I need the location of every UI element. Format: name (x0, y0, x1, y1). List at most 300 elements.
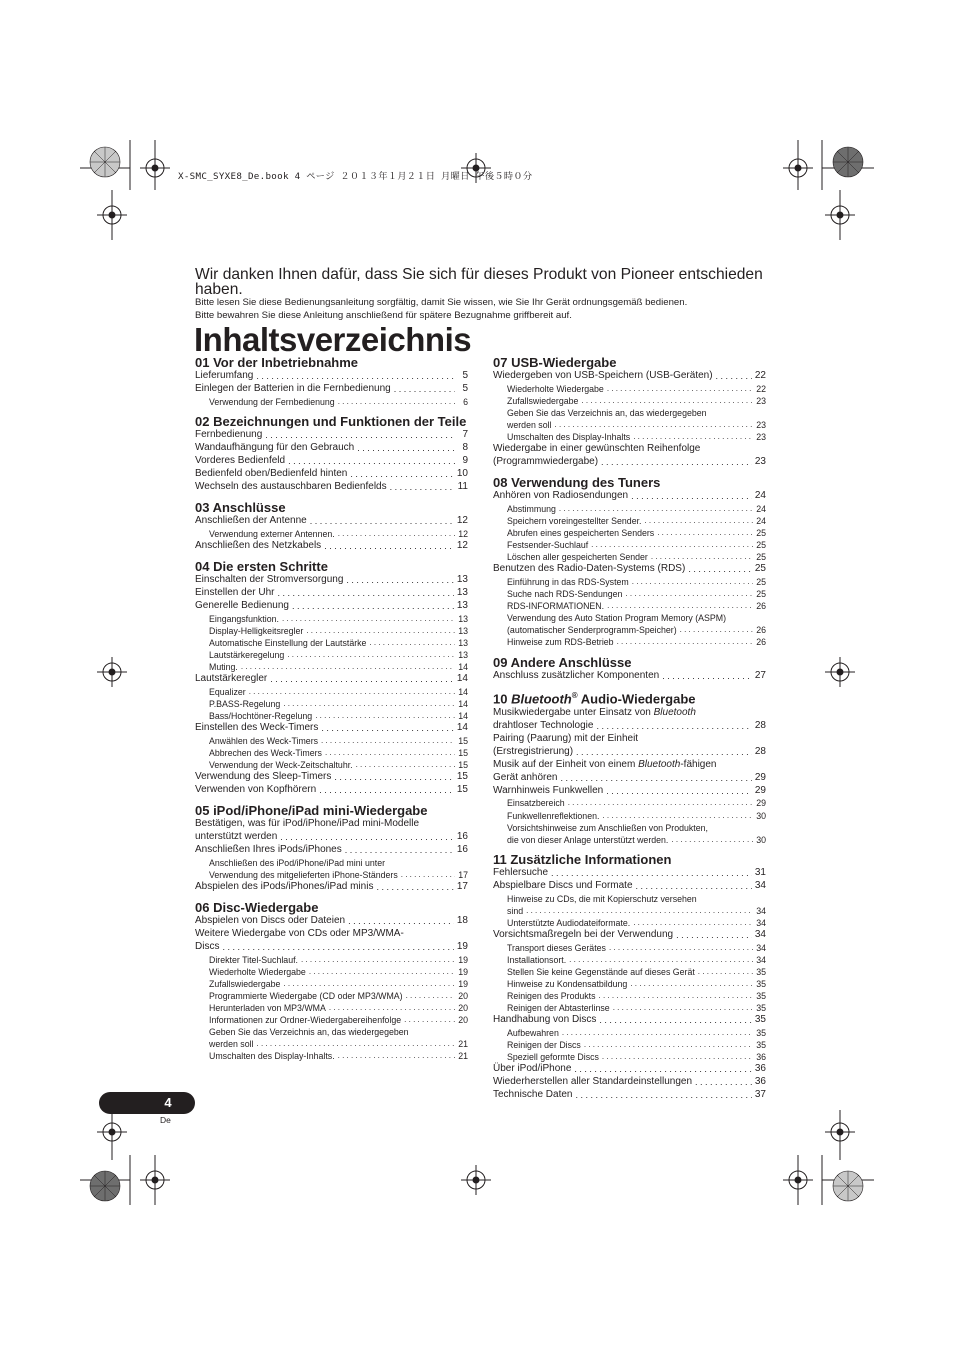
entry-page: 28 (754, 745, 766, 757)
entry-title: Abrufen eines gespeicherten Senders (507, 528, 655, 539)
entry-page: 5 (462, 382, 468, 394)
dot-leader (633, 431, 753, 443)
toc-subentry (493, 636, 766, 648)
toc-section-heading: 11 Zusätzliche Informationen (493, 851, 672, 867)
dot-leader (657, 527, 753, 539)
entry-page: 34 (756, 954, 766, 965)
entry-page: 26 (756, 601, 766, 612)
entry-page: 29 (754, 784, 766, 796)
toc-subentry (493, 600, 766, 612)
entry-title: Lautstärkeregler (195, 672, 268, 684)
dot-leader (591, 539, 753, 551)
toc-entry (493, 772, 766, 785)
toc-entry-text: Weitere Wiedergabe von CDs oder MP3/WMA- (195, 927, 404, 939)
toc-section-heading: 04 Die ersten Schritte (195, 558, 328, 574)
dot-leader (315, 710, 455, 722)
toc-entry (195, 915, 468, 928)
entry-title: Speichern voreingestellter Sender. (507, 516, 642, 527)
entry-title: Verwendung des mitgelieferten iPhone-Ständers (209, 869, 398, 880)
entry-page: 11 (457, 480, 468, 492)
entry-title: Funkwellenreflektionen. (507, 810, 600, 821)
dot-leader (321, 735, 455, 747)
dot-leader (348, 915, 454, 928)
dot-leader (662, 670, 752, 683)
entry-page: 22 (756, 383, 766, 394)
toc-entry (195, 429, 468, 442)
toc-entry (195, 455, 468, 468)
entry-title: Einstellen der Uhr (195, 586, 275, 598)
dot-leader (633, 917, 753, 929)
entry-title: Anschließen des Netzkabels (195, 539, 322, 551)
entry-title: Muting. (209, 661, 238, 672)
entry-page: 34 (756, 942, 766, 953)
entry-page: 20 (458, 1014, 468, 1025)
entry-title: Zufallswiedergabe (507, 396, 579, 406)
entry-page: 35 (756, 1039, 766, 1050)
toc-subentry (493, 1039, 766, 1051)
toc-subentry (195, 625, 468, 637)
entry-title: Installationsort. (507, 954, 567, 965)
toc-entry-text: Bestätigen, was für iPod/iPhone/iPad mini-Modelle (195, 817, 420, 829)
entry-page: 35 (754, 1013, 766, 1025)
toc-subentry (493, 1027, 766, 1039)
entry-title: Über iPod/iPhone (493, 1063, 572, 1075)
toc-entry-text: Geben Sie das Verzeichnis an, das wiedergegeben (507, 408, 707, 419)
entry-page: 5 (462, 370, 468, 381)
entry-title: Reinigen der Abtasterlinse (507, 1002, 610, 1013)
dot-leader (345, 844, 454, 857)
entry-text: Musikwiedergabe unter Einsatz von (493, 706, 654, 718)
toc-entry (195, 370, 468, 383)
entry-title: Bedienfeld oben/Bedienfeld hinten (195, 467, 348, 479)
dot-leader (280, 831, 454, 844)
entry-page: 15 (456, 783, 468, 795)
toc-subentry (493, 797, 766, 809)
entry-title: Warnhinweis Funkwellen (493, 784, 604, 796)
toc-entry (195, 784, 468, 797)
entry-title: Handhabung von Discs (493, 1013, 597, 1025)
entry-title: Fernbedienung (195, 428, 263, 440)
entry-title: Einsatzbereich (507, 798, 565, 809)
entry-title: Anschluss zusätzlicher Komponenten (493, 669, 660, 681)
dot-leader (636, 880, 752, 893)
dot-leader (404, 1014, 455, 1026)
entry-title: Anwählen des Weck-Timers (209, 735, 319, 746)
toc-entry (195, 881, 468, 894)
toc-subentry (195, 747, 468, 759)
entry-page: 30 (756, 834, 766, 845)
dot-leader (651, 551, 753, 563)
entry-page: 36 (756, 1051, 766, 1062)
dot-leader (625, 588, 753, 600)
entry-title: Verwendung der Weck-Zeitschaltuhr. (209, 759, 353, 770)
registered-mark: ® (571, 691, 578, 701)
entry-page: 24 (756, 504, 766, 515)
page-number: 4 (164, 1095, 172, 1110)
entry-title: Aufbewahren (507, 1027, 559, 1038)
entry-title: Reinigen des Produkts (507, 990, 596, 1001)
entry-title: RDS-INFORMATIONEN. (507, 601, 605, 612)
dot-leader (306, 625, 455, 637)
dot-leader (257, 1038, 456, 1050)
entry-title: Hinweise zu Kondensatbildung (507, 978, 628, 989)
entry-page: 14 (458, 698, 468, 709)
entry-page: 7 (462, 428, 468, 440)
entry-title: Abspielen des iPods/iPhones/iPad minis (195, 880, 374, 892)
dot-leader (265, 429, 455, 442)
entry-title: Festsender-Suchlauf (507, 540, 589, 551)
toc-subentry (493, 917, 766, 929)
entry-page: 27 (754, 669, 766, 681)
dot-leader (277, 587, 453, 600)
dot-leader (356, 759, 455, 771)
toc-entry (195, 442, 468, 455)
dot-leader (369, 637, 455, 649)
entry-page: 12 (456, 514, 468, 526)
toc-entry (493, 563, 766, 576)
entry-page: 25 (756, 540, 766, 551)
entry-page: 13 (458, 625, 468, 636)
entry-title: Anschließen Ihres iPods/iPhones (195, 843, 342, 855)
toc-section-heading: 02 Bezeichnungen und Funktionen der Teile (195, 413, 467, 429)
dot-leader (390, 481, 455, 494)
entry-title: Discs (195, 940, 220, 952)
toc-subentry (493, 383, 766, 395)
toc-subentry (493, 810, 766, 822)
dot-leader (632, 576, 753, 588)
entry-page: 21 (458, 1038, 468, 1049)
entry-title: werden soll (507, 420, 552, 431)
dot-leader (321, 722, 454, 735)
dot-leader (329, 1002, 455, 1014)
toc-subentry (493, 834, 766, 846)
page-tab (99, 1092, 195, 1114)
toc-subentry (195, 990, 468, 1002)
entry-title: (Erstregistrierung) (493, 745, 574, 757)
page-language: De (160, 1115, 171, 1125)
entry-page: 23 (756, 432, 766, 443)
entry-title: Display-Helligkeitsregler (209, 625, 304, 636)
toc-subentry (493, 527, 766, 539)
entry-title: die von dieser Anlage unterstützt werden. (507, 834, 669, 845)
entry-page: 36 (754, 1063, 766, 1075)
dot-leader (599, 1014, 751, 1027)
entry-title: Herunterladen von MP3/WMA (209, 1002, 326, 1013)
dot-leader (283, 698, 455, 710)
entry-title: Speziell geformte Discs (507, 1051, 599, 1062)
dot-leader (698, 966, 753, 978)
entry-page: 26 (756, 625, 766, 636)
dot-leader (559, 503, 753, 515)
toc-subentry (195, 954, 468, 966)
toc-entry-text: Anschließen des iPod/iPhone/iPad mini unter (209, 857, 386, 868)
dot-leader (292, 600, 454, 613)
entry-title: Wechseln des austauschbaren Bedienfelds (195, 480, 387, 492)
entry-title: Einführung in das RDS-System (507, 577, 629, 588)
entry-page: 23 (754, 456, 766, 468)
toc-entry-text: Hinweise zu CDs, die mit Kopierschutz versehen (507, 893, 697, 904)
bluetooth-brand: Bluetooth (653, 706, 696, 718)
toc-entry (493, 490, 766, 503)
toc-subentry (195, 759, 468, 771)
entry-title: Stellen Sie keine Gegenstände auf dieses Gerät (507, 966, 695, 977)
dot-leader (319, 784, 454, 797)
toc-entry (195, 481, 468, 494)
dot-leader (270, 673, 454, 686)
toc-entry-text: Pairing (Paarung) mit der Einheit (493, 732, 639, 744)
dot-leader (568, 797, 753, 809)
toc-entry (493, 1089, 766, 1102)
toc-entry (195, 844, 468, 857)
entry-page: 37 (754, 1088, 766, 1100)
toc-entry (493, 1014, 766, 1027)
entry-page: 15 (458, 759, 468, 770)
entry-title: Zufallswiedergabe (209, 978, 281, 989)
dot-leader (574, 1063, 751, 1076)
entry-page: 15 (456, 770, 468, 782)
toc-right-column (493, 355, 766, 1102)
entry-page: 13 (456, 586, 468, 598)
entry-page: 15 (458, 735, 468, 746)
toc-entry (195, 574, 468, 587)
toc-entry (195, 468, 468, 481)
entry-title: Wandaufhängung für den Gebrauch (195, 441, 355, 453)
dot-leader (350, 468, 454, 481)
entry-page: 35 (756, 1027, 766, 1038)
dot-leader (406, 990, 455, 1002)
entry-page: 16 (456, 830, 468, 842)
entry-page: 19 (456, 940, 468, 952)
toc-subentry (195, 396, 468, 408)
toc-entry (493, 670, 766, 683)
dot-leader (671, 834, 753, 846)
dot-leader (282, 613, 455, 625)
dot-leader (602, 1051, 753, 1063)
entry-title: Equalizer (209, 686, 246, 697)
entry-page: 13 (458, 649, 468, 660)
dot-leader (338, 1050, 455, 1062)
entry-title: Abstimmung (507, 504, 556, 515)
entry-page: 25 (754, 563, 766, 575)
toc-section-heading: 07 USB-Wiedergabe (493, 355, 617, 370)
toc-entry (195, 831, 468, 844)
page-title: Inhaltsverzeichnis (194, 321, 472, 358)
entry-page: 19 (458, 966, 468, 977)
toc-section-heading: 03 Anschlüsse (195, 499, 286, 515)
toc-subentry (195, 661, 468, 673)
dot-leader (562, 1027, 753, 1039)
dot-leader (338, 396, 455, 408)
toc-subentry (493, 588, 766, 600)
toc-subentry (195, 1014, 468, 1026)
entry-page: 29 (756, 798, 766, 809)
toc-subentry (195, 1038, 468, 1050)
toc-subentry (195, 1002, 468, 1014)
entry-page: 19 (458, 954, 468, 965)
dot-leader (287, 649, 455, 661)
entry-title: Transport dieses Gerätes (507, 942, 606, 953)
entry-title: Direkter Titel-Suchlauf. (209, 954, 298, 965)
toc-subentry (195, 978, 468, 990)
toc-subentry (195, 1050, 468, 1062)
entry-title: Verwendung externer Antennen. (209, 528, 335, 539)
entry-page: 6 (463, 396, 468, 407)
entry-title: Hinweise zum RDS-Betrieb (507, 637, 614, 648)
entry-title: unterstützt werden (195, 830, 278, 842)
entry-page: 9 (462, 454, 468, 466)
toc-section-heading: 08 Verwendung des Tuners (493, 475, 661, 491)
dot-leader (576, 746, 752, 759)
toc-entry (493, 1076, 766, 1089)
entry-page: 22 (754, 370, 766, 381)
bluetooth-brand: Bluetooth (511, 691, 572, 707)
entry-title: Reinigen der Discs (507, 1039, 581, 1050)
entry-page: 15 (458, 747, 468, 758)
toc-entry (195, 383, 468, 396)
dot-leader (644, 515, 753, 527)
dot-leader (561, 772, 752, 785)
entry-page: 10 (456, 467, 468, 479)
toc-left-column (195, 355, 468, 1062)
dot-leader (376, 881, 453, 894)
entry-title: Wiedergeben von USB-Speichern (USB-Geräten) (493, 370, 713, 381)
toc-entry-text (493, 759, 766, 772)
toc-subentry (493, 395, 766, 407)
entry-page: 34 (754, 928, 766, 940)
toc-entry-text: Wiedergabe in einer gewünschten Reihenfolge (493, 443, 701, 455)
entry-page: 18 (456, 914, 468, 926)
entry-page: 17 (458, 869, 468, 880)
entry-title: (automatischer Senderprogramm-Speicher) (507, 625, 677, 636)
entry-page: 21 (458, 1051, 468, 1061)
dot-leader (310, 515, 454, 528)
entry-page: 25 (756, 528, 766, 539)
entry-title: Lieferumfang (195, 370, 254, 381)
dot-leader (602, 810, 753, 822)
entry-title: werden soll (209, 1038, 254, 1049)
entry-page: 14 (456, 672, 468, 684)
toc-subentry (493, 966, 766, 978)
entry-title: Einschalten der Stromversorgung (195, 573, 344, 585)
entry-title: drahtloser Technologie (493, 719, 594, 731)
entry-title: Informationen zur Ordner-Wiedergabereihenfolge (209, 1014, 402, 1025)
toc-subentry (493, 978, 766, 990)
entry-title: Abspielen von Discs oder Dateien (195, 914, 346, 926)
entry-title: Wiederholte Wiedergabe (507, 383, 604, 394)
bluetooth-brand: Bluetooth (638, 758, 681, 770)
entry-title: Generelle Bedienung (195, 599, 289, 611)
toc-section-heading: 09 Andere Anschlüsse (493, 654, 632, 670)
entry-page: 34 (756, 917, 766, 928)
entry-title: Anhören von Radiosendungen (493, 490, 629, 502)
toc-subentry (493, 954, 766, 966)
entry-title: Eingangsfunktion. (209, 613, 279, 624)
toc-subentry (195, 649, 468, 661)
entry-page: 14 (458, 710, 468, 721)
dot-leader (357, 442, 455, 455)
toc-entry (493, 456, 766, 469)
toc-entry (195, 587, 468, 600)
toc-entry (195, 941, 468, 954)
toc-subentry (493, 515, 766, 527)
dot-leader (551, 867, 752, 880)
toc-entry (493, 929, 766, 942)
entry-page: 36 (754, 1075, 766, 1087)
dot-leader (680, 624, 753, 636)
dot-leader (716, 370, 752, 383)
entry-title: Programmierte Wiedergabe (CD oder MP3/WMA) (209, 990, 403, 1001)
entry-page: 14 (456, 721, 468, 733)
toc-subentry (195, 966, 468, 978)
entry-title: Anschließen der Antenne (195, 514, 307, 526)
entry-text: Musik auf der Einheit von einem (493, 758, 639, 770)
section-suffix: Audio-Wiedergabe (577, 691, 696, 707)
toc-entry (195, 673, 468, 686)
dot-leader (601, 456, 752, 469)
toc-entry (493, 370, 766, 383)
toc-subentry (493, 576, 766, 588)
entry-title: Gerät anhören (493, 771, 558, 783)
toc-section-heading (493, 688, 766, 706)
dot-leader (617, 636, 753, 648)
toc-entry (493, 1063, 766, 1076)
dot-leader (584, 1039, 753, 1051)
toc-subentry (493, 1002, 766, 1014)
dot-leader (569, 954, 753, 966)
entry-page: 12 (458, 528, 468, 539)
dot-leader (596, 720, 751, 733)
entry-page: 17 (456, 880, 468, 892)
dot-leader (283, 978, 455, 990)
entry-title: Verwendung der Fernbedienung (209, 396, 335, 407)
entry-page: 35 (756, 990, 766, 1001)
dot-leader (325, 747, 455, 759)
entry-title: Verwenden von Kopfhörern (195, 783, 317, 795)
entry-page: 14 (458, 661, 468, 672)
dot-leader (256, 370, 455, 383)
entry-title: P.BASS-Regelung (209, 698, 281, 709)
entry-page: 16 (456, 843, 468, 855)
dot-leader (630, 978, 753, 990)
print-slug: X-SMC_SYXE8_De.book 4 ページ ２０１３年１月２１日 月曜日 午後５時０分 (178, 171, 533, 182)
entry-title: (Programmwiedergabe) (493, 456, 599, 468)
dot-leader (301, 954, 455, 966)
dot-leader (609, 942, 753, 954)
dot-leader (338, 528, 455, 540)
toc-subentry (195, 613, 468, 625)
toc-entry (493, 720, 766, 733)
toc-subentry (493, 503, 766, 515)
entry-page: 13 (456, 573, 468, 585)
dot-leader (695, 1076, 752, 1089)
toc-subentry (195, 869, 468, 881)
toc-subentry (493, 905, 766, 917)
toc-entry (493, 785, 766, 798)
entry-page: 35 (756, 966, 766, 977)
toc-subentry (493, 1051, 766, 1063)
dot-leader (581, 395, 753, 407)
entry-title: Vorsichtsmaßregeln bei der Verwendung (493, 928, 674, 940)
entry-title: Bass/Hochtöner-Regelung (209, 710, 313, 721)
dot-leader (241, 661, 455, 673)
entry-page: 35 (756, 978, 766, 989)
intro-line-2: Bitte bewahren Sie diese Anleitung anschließend für spätere Bezugnahme griffbereit auf. (195, 310, 572, 321)
toc-subentry (195, 710, 468, 722)
intro-title: Wir danken Ihnen dafür, dass Sie sich für dieses Produkt von Pioneer entschieden haben. (195, 266, 763, 298)
toc-section-heading: 05 iPod/iPhone/iPad mini-Wiedergabe (195, 802, 428, 818)
toc-entry (493, 867, 766, 880)
toc-entry (493, 746, 766, 759)
